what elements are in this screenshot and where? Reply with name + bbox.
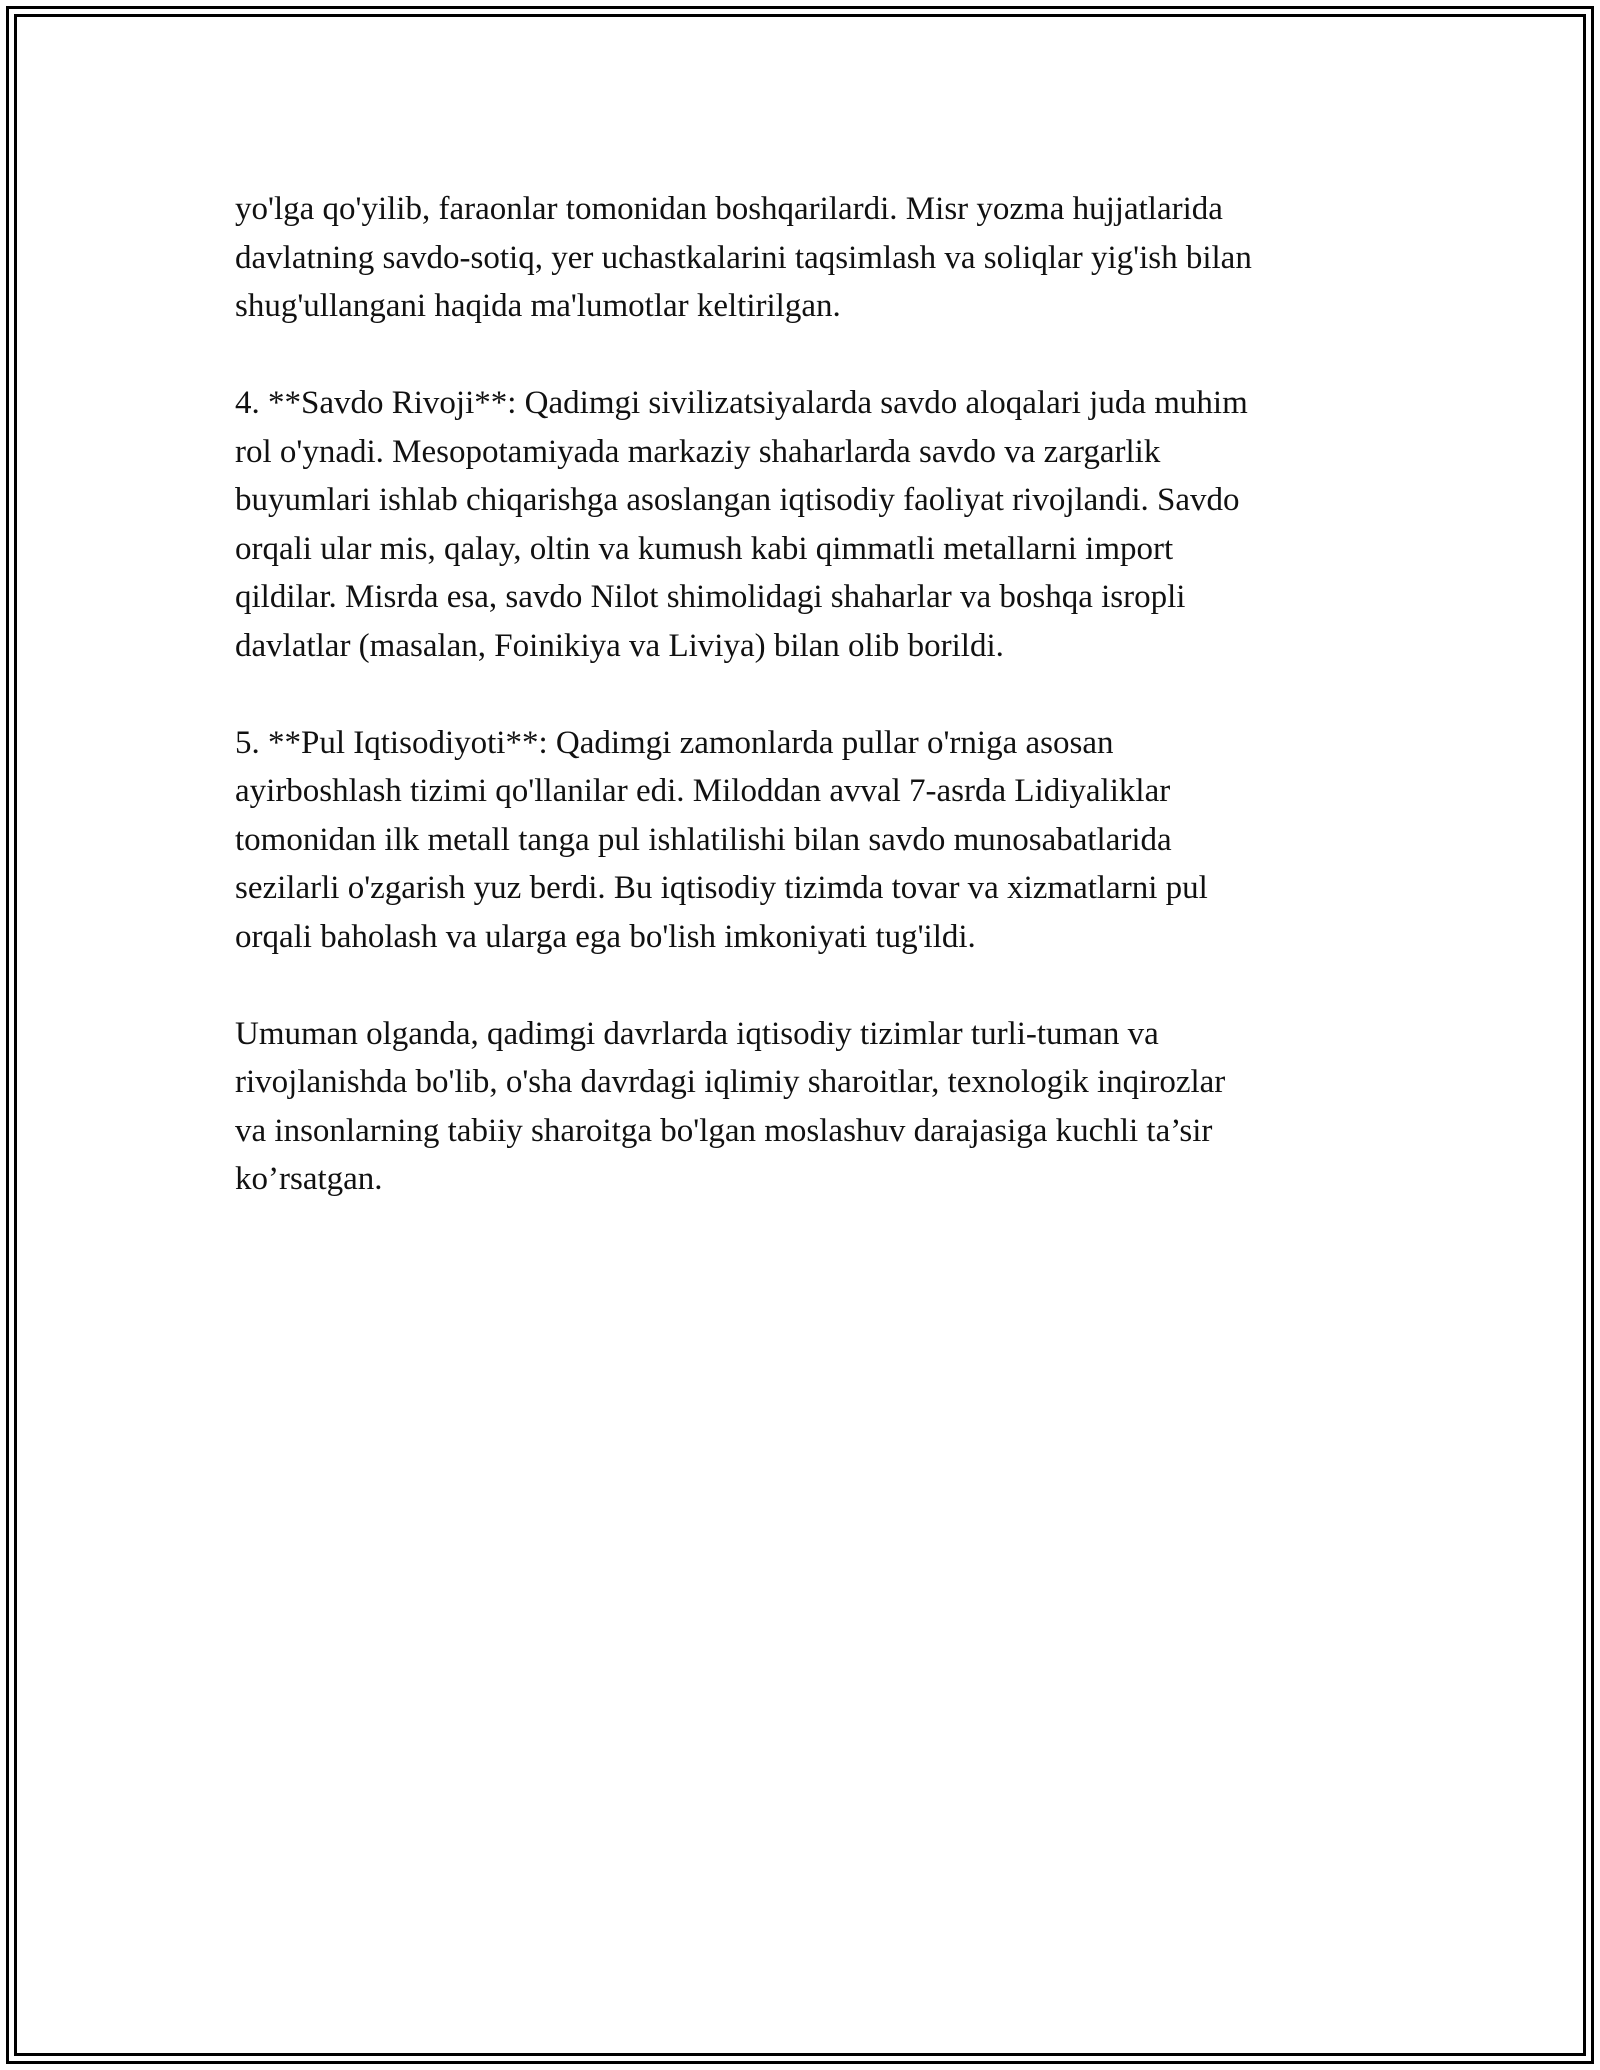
text-line: 5. **Pul Iqtisodiyoti**: Qadimgi zamonlarda pullar o'rniga asosan xyxy=(235,724,1114,761)
text-line: tomonidan ilk metall tanga pul ishlatilishi bilan savdo munosabatlarida xyxy=(235,821,1172,858)
text-line: davlatning savdo-sotiq, yer uchastkalarini taqsimlash va soliqlar yig'ish bilan xyxy=(235,239,1252,276)
text-line: Umuman olganda, qadimgi davrlarda iqtisodiy tizimlar turli-tuman va xyxy=(235,1015,1159,1052)
document-body xyxy=(235,185,1375,1252)
text-line: ayirboshlash tizimi qo'llanilar edi. Miloddan avval 7-asrda Lidiyaliklar xyxy=(235,773,1171,809)
text-line: rivojlanishda bo'lib, o'sha davrdagi iqlimiy sharoitlar, texnologik inqirozlar xyxy=(235,1064,1226,1100)
text-line: orqali ular mis, qalay, oltin va kumush kabi qimmatli metallarni import xyxy=(235,530,1174,567)
text-line: davlatlar (masalan, Foinikiya va Liviya) bilan olib borildi. xyxy=(235,627,1004,664)
paragraph-trade-development xyxy=(235,379,1375,670)
text-line: buyumlari ishlab chiqarishga asoslangan iqtisodiy faoliyat rivojlandi. Savdo xyxy=(235,482,1240,518)
text-line: 4. **Savdo Rivoji**: Qadimgi sivilizatsiyalarda savdo aloqalari juda muhim xyxy=(235,385,1248,421)
text-line: va insonlarning tabiiy sharoitga bo'lgan moslashuv darajasiga kuchli ta’sir xyxy=(235,1112,1213,1149)
text-line: orqali baholash va ularga ega bo'lish imkoniyati tug'ildi. xyxy=(235,918,976,955)
paragraph-egypt-administration xyxy=(235,185,1375,331)
paragraph-money-economy xyxy=(235,719,1375,962)
text-line: shug'ullangani haqida ma'lumotlar keltirilgan. xyxy=(235,288,841,324)
paragraph-conclusion xyxy=(235,1010,1375,1204)
text-line: rol o'ynadi. Mesopotamiyada markaziy shaharlarda savdo va zargarlik xyxy=(235,433,1161,470)
text-line: yo'lga qo'yilib, faraonlar tomonidan boshqarilardi. Misr yozma hujjatlarida xyxy=(235,191,1223,227)
text-line: sezilarli o'zgarish yuz berdi. Bu iqtisodiy tizimda tovar va xizmatlarni pul xyxy=(235,870,1208,906)
text-line: qildilar. Misrda esa, savdo Nilot shimolidagi shaharlar va boshqa isropli xyxy=(235,579,1186,615)
text-line: ko’rsatgan. xyxy=(235,1161,383,1197)
